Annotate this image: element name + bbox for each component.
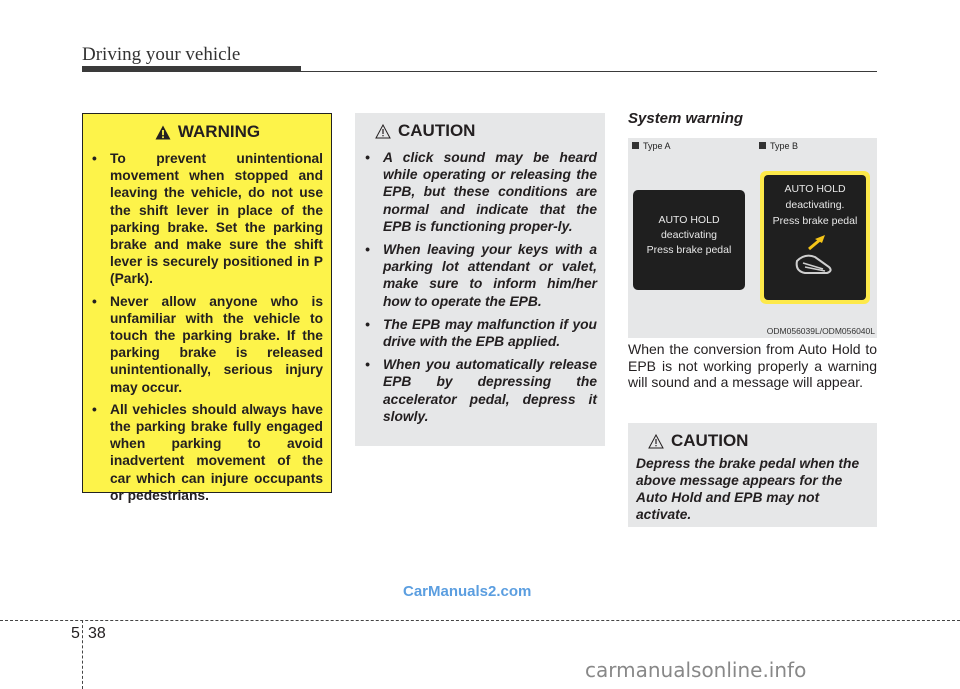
watermark-link[interactable]: CarManuals2.com [403, 583, 532, 600]
screen-a-line: deactivating [660, 229, 718, 241]
warning-list [92, 150, 323, 504]
screen-b-line: Press brake pedal [772, 215, 858, 227]
warning-title: WARNING [177, 122, 261, 141]
caution-box-auto-hold [628, 423, 877, 527]
caution-triangle-icon [648, 434, 664, 449]
caution-title: CAUTION [671, 431, 749, 450]
caution-heading [636, 431, 869, 451]
warning-box [82, 113, 332, 503]
screen-a-line: Press brake pedal [646, 244, 732, 256]
warning-heading [92, 122, 323, 142]
warning-item: • To prevent unintentional movement when stopped and leaving the vehicle, do not use the shift lever in place of the parking brake. Set the parking brake and make sure the shift lever is securely positioned in P (Park). [92, 151, 323, 287]
caution-triangle-icon [375, 124, 391, 139]
cluster-screen-type-a [633, 190, 745, 290]
screen-a-line: AUTO HOLD [658, 214, 720, 226]
footer-divider [82, 620, 83, 689]
screen-b-line: deactivating. [785, 199, 845, 211]
caution-text: Depress the brake pedal when the above message appears for the Auto Hold and EPB may not activate. [636, 456, 860, 522]
cluster-screen-type-b [760, 171, 870, 304]
warning-item: • Never allow anyone who is unfamiliar with the vehicle to touch the parking brake. If the parking brake is released unintentionally, serious injury may occur. [92, 293, 323, 395]
cluster-message-figure [628, 138, 877, 338]
system-warning-body: When the conversion from Auto Hold to EPB is not working properly a warning will sound and a message will appear. [628, 341, 877, 390]
chapter-number: 5 [71, 625, 80, 642]
brake-pedal-icon [775, 233, 855, 285]
page-number: 38 [88, 625, 106, 642]
type-b-label: Type B [759, 141, 798, 151]
caution-heading [365, 121, 597, 141]
caution-item: • When you automatically release EPB by depressing the accelerator pedal, depress it slowly. [365, 357, 597, 424]
warning-item: • All vehicles should always have the parking brake fully engaged when parking to avoid inadvertent movement of the car which can injure occupants or pedestrians. [92, 401, 323, 503]
caution-item: • The EPB may malfunction if you drive with the EPB applied. [365, 316, 597, 350]
footer-site-link[interactable]: carmanualsonline.info [585, 658, 807, 682]
screen-b-display [764, 175, 866, 300]
caution-item: • A click sound may be heard while operating or releasing the EPB, but these conditions are normal and indicate that the EPB is functioning proper-ly. [365, 150, 597, 234]
warning-triangle-icon [155, 125, 171, 140]
caution-title: CAUTION [398, 121, 476, 140]
section-title-system-warning: System warning [628, 110, 744, 127]
type-a-label: Type A [632, 141, 671, 151]
caution-item: • When leaving your keys with a parking lot attendant or valet, make sure to inform him/her how to operate the EPB. [365, 242, 597, 309]
figure-caption: ODM056039L/ODM056040L [766, 326, 875, 336]
footer-rule [0, 620, 960, 621]
header-rule [82, 71, 877, 72]
caution-box-epb [355, 113, 605, 446]
caution-list [365, 149, 597, 425]
page-header-title: Driving your vehicle [82, 44, 241, 65]
screen-b-line: AUTO HOLD [784, 183, 846, 195]
